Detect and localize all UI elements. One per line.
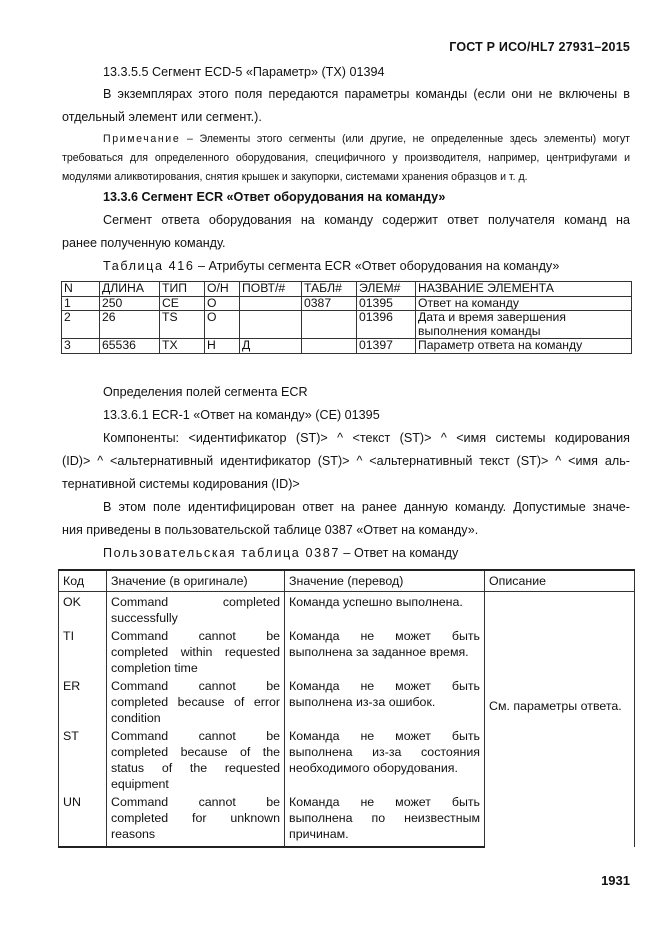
table-cell <box>240 296 302 311</box>
table-cell: 01397 <box>357 339 416 354</box>
table-header-row <box>62 282 632 297</box>
paragraph-line: ния приведены в пользовательской таблице 0387 «Ответ на команду». <box>62 523 479 537</box>
table-cell: 0387 <box>302 296 357 311</box>
table-cell: Команда не может быть выполнена по неизвестным причинам. <box>285 792 485 847</box>
paragraph-line: тернативной системы кодирования (ID)> <box>62 477 300 491</box>
table-cell <box>302 311 357 339</box>
table-cell <box>302 339 357 354</box>
paragraph-line: отдельный элемент или сегмент.). <box>62 110 262 124</box>
column-header: Значение (в оригинале) <box>107 570 285 592</box>
table-cell: CE <box>160 296 205 311</box>
field-definitions-heading: Определения полей сегмента ECR <box>103 385 308 399</box>
table-cell: 3 <box>62 339 100 354</box>
column-header: Значение (перевод) <box>285 570 485 592</box>
table-row <box>59 592 635 627</box>
table-cell: Н <box>205 339 240 354</box>
table-0387-caption <box>103 545 630 561</box>
table-cell: Команда не может быть выполнена из-за состояния необходимого оборудования. <box>285 726 485 792</box>
column-header: ТИП <box>160 282 205 297</box>
table-cell: Command cannot be completed within requested completion time <box>107 626 285 676</box>
table-cell: Параметр ответа на команду <box>416 339 632 354</box>
note-line: требоваться для определенного оборудования, специфичного у производителя, например, центрифугами и <box>62 152 630 164</box>
column-header: N <box>62 282 100 297</box>
column-header: ДЛИНА <box>100 282 160 297</box>
section-heading-13-3-5-5: 13.3.5.5 Сегмент ECD-5 «Параметр» (TX) 01394 <box>103 65 385 79</box>
table-0387 <box>58 569 635 848</box>
table-cell: 2 <box>62 311 100 339</box>
table-caption-text: – Ответ на команду <box>339 546 459 560</box>
note-line <box>103 131 630 147</box>
paragraph-line: Компоненты: <идентификатор (ST)> ^ <текст (ST)> ^ <имя системы кодирования <box>103 431 630 445</box>
table-row <box>62 311 632 339</box>
table-cell: O <box>205 296 240 311</box>
table-cell: Command completed successfully <box>107 592 285 627</box>
table-cell: TS <box>160 311 205 339</box>
table-cell: Дата и время завершения выполнения команды <box>416 311 632 339</box>
table-row <box>62 339 632 354</box>
paragraph-line: (ID)> ^ <альтернативный идентификатор (ST)> ^ <альтернативный текст (ST)> ^ <имя аль- <box>62 454 630 468</box>
table-cell: Команда не может быть выполнена из-за ошибок. <box>285 676 485 726</box>
table-cell: Команда успешно выполнена. <box>285 592 485 627</box>
table-cell: 26 <box>100 311 160 339</box>
table-cell: Command cannot be completed for unknown reasons <box>107 792 285 847</box>
note-line: модулями аликвотирования, снятия крышек и закупорки, системами хранения образцов и т. д. <box>62 171 528 183</box>
table-cell: Ответ на команду <box>416 296 632 311</box>
table-cell: Команда не может быть выполнена за заданное время. <box>285 626 485 676</box>
section-heading-13-3-6: 13.3.6 Сегмент ECR «Ответ оборудования на команду» <box>103 190 446 204</box>
page-number: 1931 <box>601 873 630 888</box>
table-cell: TX <box>160 339 205 354</box>
column-header: О/Н <box>205 282 240 297</box>
table-cell: O <box>205 311 240 339</box>
column-header: Код <box>59 570 107 592</box>
table-caption-label: Пользовательская таблица 0387 <box>103 546 340 560</box>
table-cell: 01395 <box>357 296 416 311</box>
paragraph-line: ранее полученную команду. <box>62 236 226 250</box>
table-416-caption <box>103 258 630 274</box>
table-cell: Command cannot be completed because of the status of the requested equipment <box>107 726 285 792</box>
table-cell <box>240 311 302 339</box>
code-cell: ER <box>59 676 107 726</box>
document-header: ГОСТ Р ИСО/HL7 27931–2015 <box>449 40 630 54</box>
table-row <box>62 296 632 311</box>
section-heading-13-3-6-1: 13.3.6.1 ECR-1 «Ответ на команду» (CE) 01395 <box>103 408 380 422</box>
table-416 <box>61 281 632 354</box>
table-header-row <box>59 570 635 592</box>
paragraph-line: В экземплярах этого поля передаются параметры команды (если они не включены в <box>103 87 630 101</box>
code-cell: ST <box>59 726 107 792</box>
table-cell: Д <box>240 339 302 354</box>
table-cell: 65536 <box>100 339 160 354</box>
table-cell: 250 <box>100 296 160 311</box>
table-cell: Command cannot be completed because of error condition <box>107 676 285 726</box>
column-header: ЭЛЕМ# <box>357 282 416 297</box>
paragraph-line: Сегмент ответа оборудования на команду содержит ответ получателя команд на <box>103 213 630 227</box>
code-cell: UN <box>59 792 107 847</box>
code-cell: TI <box>59 626 107 676</box>
paragraph-line: В этом поле идентифицирован ответ на ранее данную команду. Допустимые значе- <box>103 500 630 514</box>
column-header: Описание <box>485 570 635 592</box>
table-cell: 01396 <box>357 311 416 339</box>
column-header: ПОВТ/# <box>240 282 302 297</box>
code-cell: OK <box>59 592 107 627</box>
column-header: НАЗВАНИЕ ЭЛЕМЕНТА <box>416 282 632 297</box>
table-caption-text: – Атрибуты сегмента ECR «Ответ оборудования на команду» <box>194 259 560 273</box>
description-cell: См. параметры ответа. <box>485 592 635 848</box>
table-cell: 1 <box>62 296 100 311</box>
table-caption-label: Таблица 416 <box>103 259 195 273</box>
column-header: ТАБЛ# <box>302 282 357 297</box>
note-text: – Элементы этого сегменты (или другие, не определенные здесь элементы) могут <box>180 133 630 145</box>
note-label: Примечание <box>103 133 181 145</box>
